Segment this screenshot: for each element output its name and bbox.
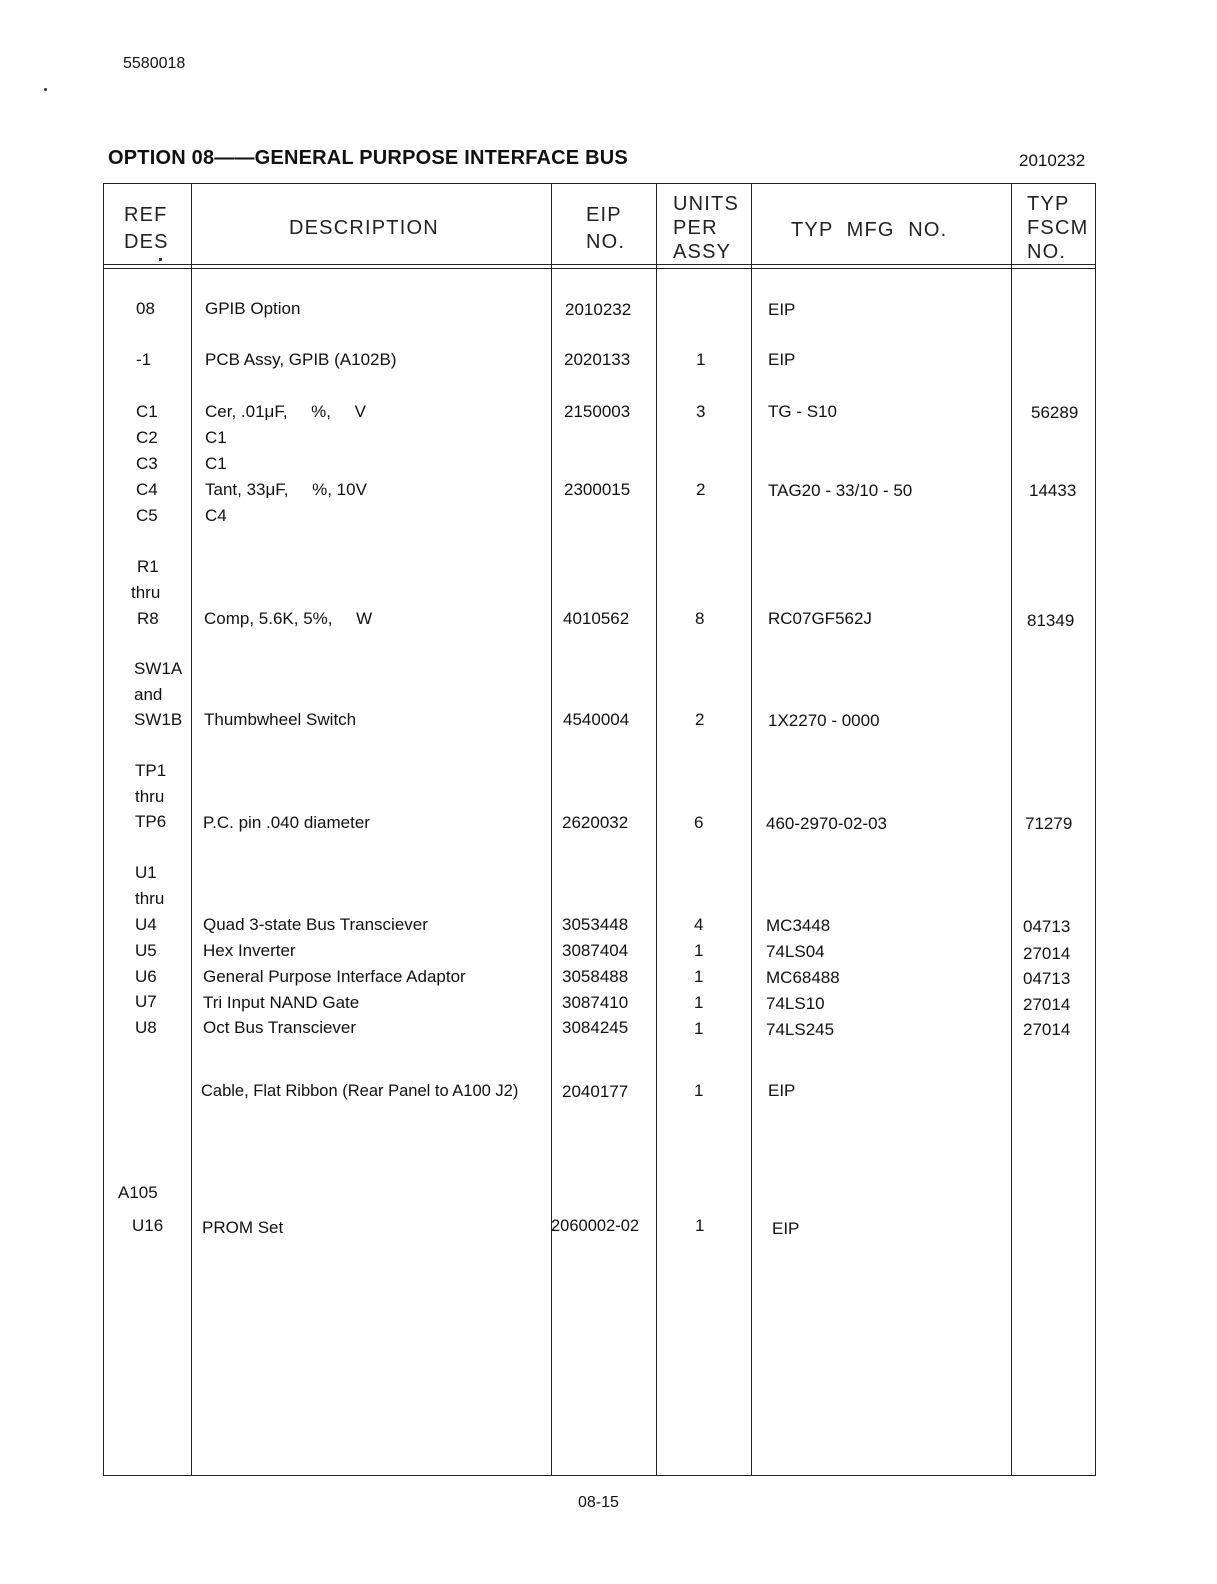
document-number: 5580018: [123, 55, 186, 72]
col-sep-1: [191, 183, 192, 1476]
eip-no: 4540004: [563, 710, 630, 729]
mfg-no: RC07GF562J: [768, 609, 872, 628]
mfg-no: 74LS245: [766, 1020, 835, 1039]
fscm-no: 56289: [1031, 403, 1079, 422]
mfg-no: 74LS04: [766, 942, 825, 961]
fscm-no: 04713: [1023, 917, 1071, 936]
description: Cer, .01μF, %, V: [205, 402, 366, 421]
header-ref-des: [124, 203, 169, 254]
eip-no: 3084245: [562, 1018, 629, 1037]
header-eip-no: [586, 203, 625, 254]
description: PCB Assy, GPIB (A102B): [205, 350, 397, 369]
header-eip-no-line2: NO.: [586, 231, 626, 253]
eip-no: 3087410: [562, 993, 629, 1012]
header-units-line2: PER: [673, 217, 718, 239]
description: C1: [205, 428, 227, 447]
units-per-assy: 1: [694, 1019, 704, 1038]
eip-no: 3058488: [562, 967, 629, 986]
mfg-no: MC3448: [766, 916, 831, 935]
ref-des: U1: [135, 863, 157, 882]
fscm-no: 27014: [1023, 995, 1071, 1014]
eip-no: 2060002-02: [551, 1217, 640, 1235]
description: C1: [205, 454, 227, 473]
ref-des: U16: [132, 1216, 164, 1235]
header-rule-lower: [103, 268, 1096, 269]
option-part-number: 2010232: [1019, 151, 1086, 170]
header-fscm-line2: FSCM: [1027, 217, 1089, 239]
eip-no: 2010232: [565, 300, 632, 319]
eip-no: 2020133: [564, 350, 631, 369]
eip-no: 4010562: [563, 609, 630, 628]
mfg-no: EIP: [768, 300, 796, 319]
ref-des: C1: [136, 402, 158, 421]
mfg-no: MC68488: [766, 968, 840, 987]
mfg-no: 74LS10: [766, 994, 825, 1013]
ref-des: R8: [137, 609, 159, 628]
col-sep-4: [751, 183, 752, 1476]
header-fscm-no: [1027, 192, 1088, 264]
description: C4: [205, 506, 227, 525]
mfg-no: 460-2970-02-03: [766, 814, 887, 833]
header-ref-des-line1: REF: [124, 204, 168, 226]
mfg-no: EIP: [768, 1081, 796, 1100]
eip-no: 3053448: [562, 915, 629, 934]
ref-des: U4: [135, 915, 157, 934]
description: General Purpose Interface Adaptor: [203, 967, 466, 986]
units-per-assy: 8: [695, 609, 705, 628]
col-sep-5: [1011, 183, 1012, 1476]
description: P.C. pin .040 diameter: [203, 813, 370, 832]
fscm-no: 27014: [1023, 1020, 1071, 1039]
ref-des: U8: [135, 1018, 157, 1037]
ref-des: thru: [135, 889, 165, 908]
units-per-assy: 1: [695, 1216, 705, 1235]
ref-des: -1: [136, 350, 152, 369]
ref-des: R1: [137, 557, 159, 576]
ref-des: U7: [135, 992, 157, 1011]
ref-des: SW1A: [134, 659, 183, 678]
mfg-no: EIP: [772, 1219, 800, 1238]
description: PROM Set: [202, 1218, 284, 1237]
header-fscm-line1: TYP: [1027, 193, 1070, 215]
header-mark: [159, 258, 162, 261]
eip-no: 2150003: [564, 402, 631, 421]
units-per-assy: 1: [694, 993, 704, 1012]
mfg-no: TG - S10: [768, 402, 837, 421]
units-per-assy: 3: [696, 402, 706, 421]
eip-no: 2300015: [564, 480, 631, 499]
page-number: 08-15: [578, 1494, 619, 1511]
header-rule-upper: [103, 264, 1096, 265]
description: GPIB Option: [205, 299, 301, 318]
description: Comp, 5.6K, 5%, W: [204, 609, 373, 628]
ref-des: C5: [136, 506, 158, 525]
ref-des: thru: [135, 787, 165, 806]
ref-des: A105: [118, 1183, 158, 1202]
header-mfg-no: TYP MFG NO.: [791, 219, 948, 241]
mfg-no: 1X2270 - 0000: [768, 711, 880, 730]
ref-des: SW1B: [134, 710, 183, 729]
units-per-assy: 6: [694, 813, 704, 832]
ref-des: 08: [136, 299, 155, 318]
eip-no: 2040177: [562, 1082, 629, 1101]
units-per-assy: 1: [694, 1081, 704, 1100]
description: Hex Inverter: [203, 941, 296, 960]
header-units-line3: ASSY: [673, 241, 732, 263]
header-fscm-line3: NO.: [1027, 241, 1067, 263]
ref-des: TP1: [135, 761, 167, 780]
units-per-assy: 1: [694, 967, 704, 986]
description: Oct Bus Transciever: [203, 1018, 357, 1037]
fscm-no: 14433: [1029, 481, 1077, 500]
page-title: OPTION 08——GENERAL PURPOSE INTERFACE BUS: [108, 147, 628, 169]
ref-des: U5: [135, 941, 157, 960]
header-eip-no-line1: EIP: [586, 204, 622, 226]
header-ref-des-line2: DES: [124, 231, 169, 253]
ref-des: and: [134, 685, 163, 704]
description: Cable, Flat Ribbon (Rear Panel to A100 J2): [201, 1082, 519, 1100]
eip-no: 3087404: [562, 941, 629, 960]
ref-des: U6: [135, 967, 157, 986]
eip-no: 2620032: [562, 813, 629, 832]
fscm-no: 81349: [1027, 611, 1075, 630]
ref-des: C4: [136, 480, 158, 499]
ref-des: C3: [136, 454, 158, 473]
header-units-per-assy: [673, 192, 739, 264]
ref-des: TP6: [135, 812, 167, 831]
fscm-no: 27014: [1023, 944, 1071, 963]
mfg-no: TAG20 - 33/10 - 50: [768, 481, 913, 500]
description: Tri Input NAND Gate: [203, 993, 360, 1012]
col-sep-3: [656, 183, 657, 1476]
fscm-no: 71279: [1025, 814, 1073, 833]
units-per-assy: 2: [695, 710, 705, 729]
stray-mark: [44, 88, 47, 91]
description: Tant, 33μF, %, 10V: [205, 480, 367, 499]
units-per-assy: 2: [696, 480, 706, 499]
description: Thumbwheel Switch: [204, 710, 357, 729]
description: Quad 3-state Bus Transciever: [203, 915, 428, 934]
ref-des: C2: [136, 428, 158, 447]
mfg-no: EIP: [768, 350, 796, 369]
ref-des: thru: [131, 583, 161, 602]
units-per-assy: 1: [696, 350, 706, 369]
header-description: DESCRIPTION: [289, 217, 439, 239]
fscm-no: 04713: [1023, 969, 1071, 988]
header-units-line1: UNITS: [673, 193, 739, 215]
units-per-assy: 4: [694, 915, 704, 934]
units-per-assy: 1: [694, 941, 704, 960]
col-sep-2: [551, 183, 552, 1476]
